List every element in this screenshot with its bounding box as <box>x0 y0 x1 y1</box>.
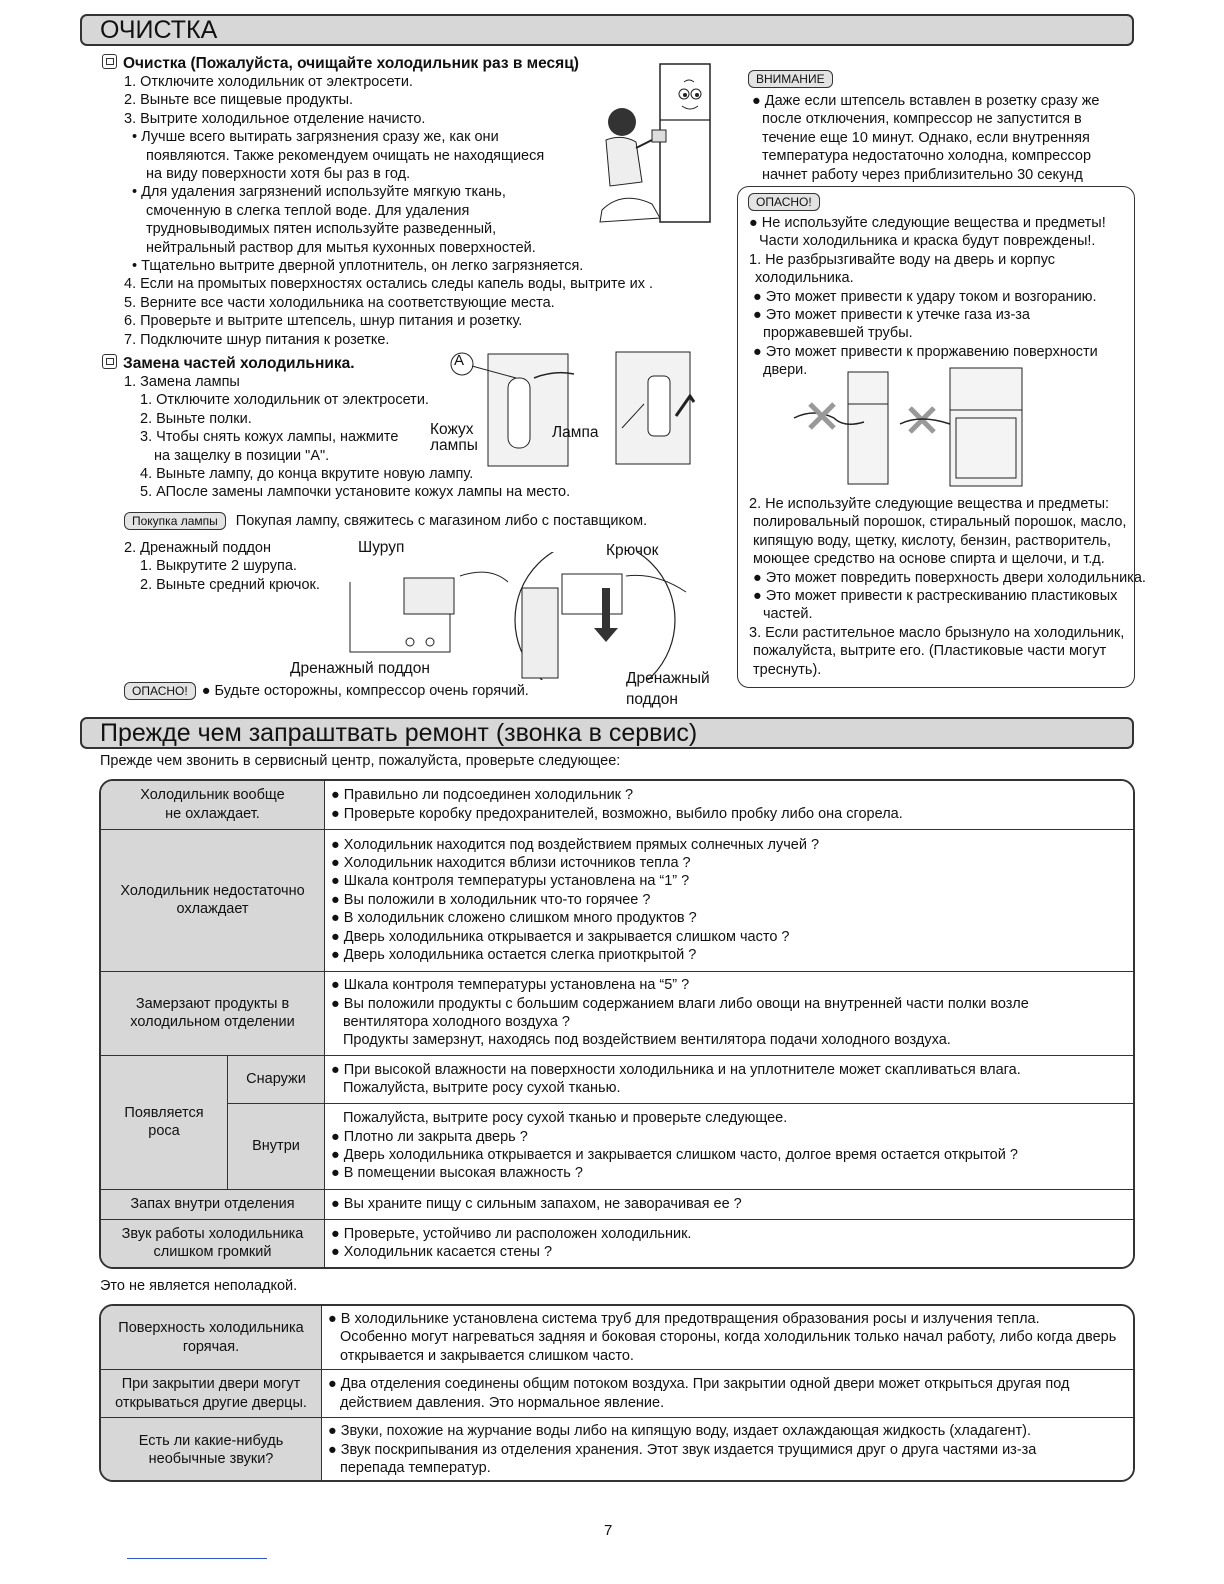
table-row <box>101 1306 1133 1370</box>
table-label-line: горячая. <box>182 1338 240 1355</box>
figure-label-lamp: Лампа <box>552 424 599 441</box>
footer-link-line <box>127 1558 267 1559</box>
table-content-cell <box>325 1219 1134 1267</box>
table-cell-line: Продукты замерзнут, находясь под воздействием вентилятора подачи холодного воздуха. <box>343 1032 951 1049</box>
danger-compressor-text: ● Будьте осторожны, компрессор очень горячий. <box>201 683 529 699</box>
figure-label-tray-zoom-1: Дренажный <box>626 670 710 687</box>
text-line: полировальный порошок, стиральный порошок, масло, <box>753 514 1127 531</box>
text-line: • Лучше всего вытирать загрязнения сразу же, как они <box>132 129 499 146</box>
figure-label-cover-2: лампы <box>430 437 478 454</box>
text-line: 2. Выньте средний крючок. <box>140 576 320 593</box>
dew-outside-label: Снаружи <box>228 1055 325 1103</box>
table-content-cell <box>325 1055 1134 1103</box>
text-line: температура недостаточно холодна, компрессор <box>762 148 1092 165</box>
text-line: трудновыводимых пятен используйте разведенный, <box>146 221 497 238</box>
text-line: 2. Дренажный поддон <box>124 540 271 556</box>
text-line: 1. Выкрутите 2 шурупа. <box>140 558 297 575</box>
text-line: после отключения, компрессор не запустится в <box>762 111 1082 128</box>
text-line: частей. <box>763 606 813 623</box>
drain-steps <box>124 539 320 594</box>
table-label-line: Появляется <box>124 1104 204 1121</box>
table-row <box>101 1219 1133 1267</box>
text-line: двери. <box>763 362 808 379</box>
text-line: начнет работу через приблизительно 30 секунд <box>762 166 1083 183</box>
table-cell-line: перепада температур. <box>340 1460 491 1477</box>
table-label-line: Есть ли какие-нибудь <box>138 1432 284 1449</box>
dew-inside-label: Внутри <box>228 1103 325 1189</box>
table-label-line: Звук работы холодильника <box>121 1225 304 1242</box>
danger-compressor-row <box>124 682 529 700</box>
table-label-cell <box>101 1418 322 1482</box>
figure-label-drain-tray: Дренажный поддон <box>290 660 430 677</box>
table-cell-line: ● При высокой влажности на поверхности холодильника и на уплотнителе может скапливаться влага. <box>331 1061 1021 1078</box>
text-line: 3. Вытрите холодильное отделение начисто. <box>124 110 426 127</box>
table-content-cell <box>325 1189 1134 1219</box>
lamp-cover-illustration <box>444 348 704 470</box>
danger-text-part2 <box>749 495 1146 679</box>
section-title-cleaning: ОЧИСТКА <box>80 14 1134 46</box>
cleaning-subheading <box>102 54 579 73</box>
text-line: 3. Если растительное масло брызнуло на холодильник, <box>749 624 1125 641</box>
danger-compressor-text-value: Будьте осторожны, компрессор очень горячий. <box>214 683 529 699</box>
table-label-line: слишком громкий <box>153 1244 272 1261</box>
person-cleaning-fridge-illustration <box>592 60 732 228</box>
text-line: ● Это может повредить поверхность двери холодильника. <box>753 569 1146 586</box>
text-line: 1. Отключите холодильник от электросети. <box>124 74 413 90</box>
figure-label-tray-zoom-2: поддон <box>626 691 678 708</box>
replace-parts-subheading-text: Замена частей холодильника. <box>123 355 355 372</box>
table-cell-line: ● Дверь холодильника открывается и закрывается слишком часто, долгое время остается открытой ? <box>331 1147 1018 1163</box>
table-cell-line: ● Проверьте коробку предохранителей, возможно, выбило пробку либо она сгорела. <box>331 805 903 822</box>
text-line: 3. Чтобы снять кожух лампы, нажмите <box>140 429 399 446</box>
table-label-cell <box>101 829 325 971</box>
table-row <box>101 1418 1133 1482</box>
table-cell-line: ● Два отделения соединены общим потоком воздуха. При закрытии одной двери может открыться другая под <box>328 1376 1070 1393</box>
table-label-line: необычные звуки? <box>148 1450 274 1467</box>
table-label-cell <box>101 781 325 829</box>
table-row <box>101 1370 1133 1418</box>
table-content-cell <box>325 781 1134 829</box>
text-line: проржавевшей трубы. <box>763 325 913 342</box>
text-line: 5. Верните все части холодильника на соответствующие места. <box>124 294 555 311</box>
figure-label-drain-tray-zoom <box>626 668 710 710</box>
text-line: 2. Выньте полки. <box>140 410 252 427</box>
text-line: 1. Замена лампы <box>124 374 240 390</box>
table-content-cell <box>325 829 1134 971</box>
text-line: на защелку в позиции "A". <box>154 447 330 464</box>
square-bullet-icon <box>102 354 117 369</box>
table-label-line: Холодильник вообще <box>140 787 285 804</box>
table-label-cell <box>101 1306 322 1370</box>
text-line: 6. Проверьте и вытрите штепсель, шнур питания и розетку. <box>124 313 523 330</box>
text-line: ● Даже если штепсель вставлен в розетку сразу же <box>752 93 1100 109</box>
table-cell-line: Пожалуйста, вытрите росу сухой тканью и проверьте следующее. <box>343 1110 788 1127</box>
danger-tag-right: ОПАСНО! <box>748 193 820 211</box>
text-line: ● Не используйте следующие вещества и предметы! <box>749 215 1106 231</box>
table-cell-line: открывается и закрывается слишком часто. <box>340 1347 634 1364</box>
table-label-line: открываться другие дверцы. <box>115 1394 307 1411</box>
table-label-line: Замерзают продукты в <box>135 995 290 1012</box>
table-label-line: не охлаждает. <box>165 805 260 822</box>
figure-label-screw: Шуруп <box>358 539 405 556</box>
text-line: на виду поверхности хотя бы раз в год. <box>146 166 411 183</box>
table-cell-line: ● Холодильник касается стены ? <box>331 1244 553 1261</box>
table-cell-line: ● Дверь холодильника остается слегка приоткрытой ? <box>331 947 697 964</box>
table-cell-line: ● Холодильник находится вблизи источников тепла ? <box>331 854 691 871</box>
table-label-line: охлаждает <box>176 901 249 917</box>
normal-phenomena-table <box>99 1304 1135 1482</box>
table-row <box>101 1055 1133 1103</box>
text-line: Части холодильника и краска будут повреждены!. <box>759 233 1096 250</box>
text-line: течение еще 10 минут. Однако, если внутренняя <box>762 129 1090 146</box>
table-cell-line: ● Вы храните пищу с сильным запахом, не заворачивая ее ? <box>331 1195 742 1212</box>
text-line: • Для удаления загрязнений используйте мягкую ткань, <box>132 184 506 201</box>
table-label-cell <box>101 1219 325 1267</box>
buy-lamp-row <box>124 512 647 530</box>
text-line: 4. Выньте лампу, до конца вкрутите новую лампу. <box>140 466 474 483</box>
table-content-cell <box>325 1103 1134 1189</box>
table-cell-line: ● Звуки, похожие на журчание воды либо на кипящую воду, издает охлаждающая жидкость (хладагент). <box>328 1423 1032 1440</box>
text-line: моющее средство на основе спирта и щелочи, и т.д. <box>753 551 1105 568</box>
replace-parts-subheading <box>102 354 355 373</box>
table-row <box>101 829 1133 971</box>
buy-lamp-text: Покупая лампу, свяжитесь с магазином либо с поставщиком. <box>235 513 648 529</box>
table-cell-line: Особенно могут нагреваться задняя и боковая стороны, когда холодильник только начал работу, либо когда дверь <box>340 1329 1117 1346</box>
table-label-line: При закрытии двери могут <box>121 1376 301 1393</box>
text-line: появляются. Также рекомендуем очищать не находящиеся <box>146 147 545 164</box>
text-line: пожалуйста, вытрите его. (Пластиковые части могут <box>753 643 1107 660</box>
table-label-cell <box>101 1055 228 1189</box>
table-content-cell <box>322 1370 1134 1418</box>
text-line: 2. Не используйте следующие вещества и предметы: <box>749 496 1110 512</box>
figure-label-lamp-cover <box>430 422 478 454</box>
not-a-fault-note: Это не является неполадкой. <box>100 1278 298 1294</box>
table-label-cell <box>101 1370 322 1418</box>
figure-label-a: A <box>454 352 465 369</box>
table-content-cell <box>322 1418 1134 1482</box>
text-line: 1. Не разбрызгивайте воду на дверь и корпус <box>749 251 1056 268</box>
text-line: нейтральный раствор для мытья кухонных поверхностей. <box>146 239 536 256</box>
table-label-line: холодильном отделении <box>130 1014 295 1030</box>
table-row <box>101 1189 1133 1219</box>
attention-block <box>748 70 833 88</box>
table-label-line: Запах внутри отделения <box>130 1195 295 1212</box>
table-label-line: роса <box>148 1123 180 1139</box>
table-label-line: Холодильник недостаточно <box>120 882 305 899</box>
table-cell-line: ● Вы положили продукты с большим содержанием влаги либо овощи на внутренней части полки возле <box>331 995 1029 1012</box>
danger-tag-wrap <box>748 193 820 211</box>
table-cell-line: вентилятора холодного воздуха ? <box>343 1014 570 1030</box>
table-cell-line: ● Звук поскрипывания из отделения хранения. Этот звук издается трущимися друг о друга частями из-за <box>328 1441 1037 1458</box>
attention-text <box>752 92 1099 184</box>
text-line: 2. Выньте все пищевые продукты. <box>124 92 354 109</box>
text-line: ● Это может привести к удару током и возгоранию. <box>753 288 1097 305</box>
table-cell-line: ● Вы положили в холодильник что-то горячее ? <box>331 891 651 908</box>
text-line: ● Это может привести к растрескиванию пластиковых <box>753 588 1118 605</box>
table-row <box>101 1103 1133 1189</box>
no-spray-water-illustration <box>790 364 1030 494</box>
table-row <box>101 971 1133 1055</box>
service-intro: Прежде чем звонить в сервисный центр, пожалуйста, проверьте следующее: <box>100 753 621 769</box>
text-line: 5. АПосле замены лампочки установите кожух лампы на место. <box>140 484 571 501</box>
text-line: смоченную в слегка теплой воде. Для удаления <box>146 202 470 219</box>
danger-tag-left: ОПАСНО! <box>124 682 196 700</box>
table-content-cell <box>325 971 1134 1055</box>
text-line: ● Это может привести к утечке газа из-за <box>753 307 1030 324</box>
table-label-cell <box>101 971 325 1055</box>
table-cell-line: Пожалуйста, вытрите росу сухой тканью. <box>343 1080 621 1096</box>
text-line: 1. Отключите холодильник от электросети. <box>140 392 429 409</box>
table-cell-line: ● В помещении высокая влажность ? <box>331 1165 583 1182</box>
table-label-line: Поверхность холодильника <box>118 1320 304 1337</box>
text-line: 4. Если на промытых поверхностях остались следы капель воды, вытрите их . <box>124 276 654 293</box>
text-line: • Тщательно вытрите дверной уплотнитель, он легко загрязняется. <box>132 258 584 275</box>
table-cell-line: действием давления. Это нормальное явление. <box>340 1394 665 1411</box>
table-label-cell <box>101 1189 325 1219</box>
table-cell-line: ● Правильно ли подсоединен холодильник ? <box>331 787 634 804</box>
table-cell-line: ● Плотно ли закрыта дверь ? <box>331 1128 528 1145</box>
cleaning-steps <box>124 73 653 349</box>
table-cell-line: ● Холодильник находится под воздействием прямых солнечных лучей ? <box>331 836 820 853</box>
troubleshooting-table <box>99 779 1135 1269</box>
text-line: 7. Подключите шнур питания к розетке. <box>124 331 390 348</box>
square-bullet-icon <box>102 54 117 69</box>
cleaning-subheading-text: Очистка (Пожалуйста, очищайте холодильник раз в месяц) <box>123 55 579 72</box>
table-cell-line: ● Шкала контроля температуры установлена на “5” ? <box>331 977 690 994</box>
section-title-service: Прежде чем запраштвать ремонт (звонка в сервис) <box>80 717 1134 749</box>
attention-tag: ВНИМАНИЕ <box>748 70 833 88</box>
table-cell-line: ● Дверь холодильника открывается и закрывается слишком часто ? <box>331 928 790 945</box>
figure-label-cover-1: Кожух <box>430 421 474 438</box>
figure-label-hook: Крючок <box>606 542 659 559</box>
text-line: ● Это может привести к проржавению поверхности <box>753 343 1098 360</box>
table-row <box>101 781 1133 829</box>
table-cell-line: ● В холодильнике установлена система труб для предотвращения образования росы и излучения тепла. <box>328 1311 1040 1327</box>
table-cell-line: ● Проверьте, устойчиво ли расположен холодильник. <box>331 1225 692 1242</box>
page-number: 7 <box>604 1522 613 1539</box>
text-line: треснуть). <box>753 661 822 678</box>
table-content-cell <box>322 1306 1134 1370</box>
table-cell-line: ● Шкала контроля температуры установлена на “1” ? <box>331 873 690 890</box>
table-cell-line: ● В холодильник сложено слишком много продуктов ? <box>331 910 697 927</box>
text-line: кипящую воду, щетку, кислоту, бензин, растворитель, <box>753 532 1111 549</box>
buy-lamp-tag: Покупка лампы <box>124 512 226 530</box>
text-line: холодильника. <box>755 270 854 287</box>
danger-text-part1 <box>749 214 1106 380</box>
